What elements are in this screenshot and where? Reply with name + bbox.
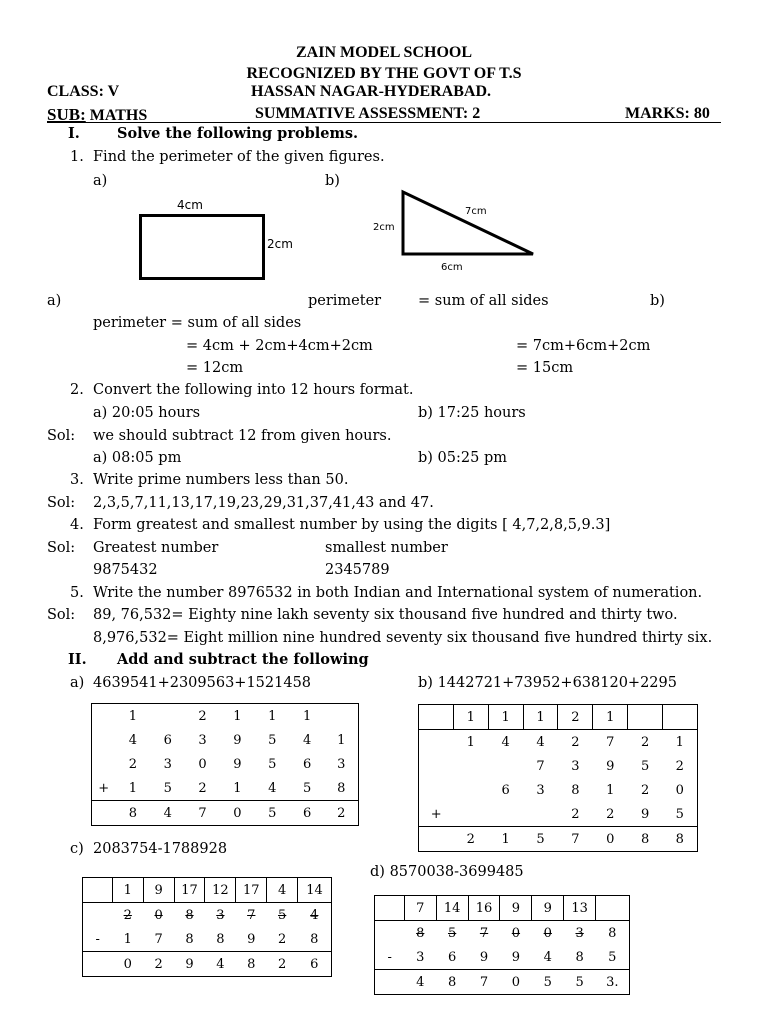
table-cell bbox=[419, 754, 454, 778]
q5-number: 5. bbox=[70, 585, 84, 601]
table-cell: 13 bbox=[564, 896, 596, 921]
add-b-expression: 1442721+73952+638120+2295 bbox=[437, 675, 677, 691]
q2-number: 2. bbox=[70, 382, 84, 398]
table-row bbox=[92, 752, 359, 776]
table-cell: 1 bbox=[128, 708, 137, 724]
table-cell: 7 bbox=[536, 758, 545, 774]
q4-smallest-value: 2345789 bbox=[325, 562, 390, 578]
rectangle-length-label: 4cm bbox=[177, 198, 203, 212]
table-cell: 5 bbox=[268, 732, 277, 748]
table-cell: 0 bbox=[112, 952, 143, 977]
triangle-height-label: 2cm bbox=[373, 222, 395, 233]
table-cell: 0 bbox=[500, 970, 532, 995]
table-cell bbox=[453, 778, 488, 802]
q2-answer-b: b) 05:25 pm bbox=[418, 450, 507, 466]
table-cell: 2 bbox=[606, 806, 615, 822]
table-cell: 1 bbox=[593, 705, 628, 730]
table-cell: 8 bbox=[436, 970, 468, 995]
q4-number: 4. bbox=[70, 517, 84, 533]
table-cell: 4 bbox=[205, 952, 236, 977]
table-cell: 2 bbox=[123, 907, 132, 923]
table-cell: 6 bbox=[501, 782, 510, 798]
table-cell: 9 bbox=[640, 806, 650, 822]
table-cell: 1 bbox=[488, 705, 523, 730]
table-cell: 1 bbox=[128, 780, 137, 796]
table-cell: 0 bbox=[154, 907, 163, 923]
table-row bbox=[419, 778, 698, 802]
table-cell: 1 bbox=[112, 878, 143, 903]
table-cell: 4 bbox=[150, 801, 185, 826]
table-cell: 14 bbox=[436, 896, 468, 921]
class-label: CLASS: V bbox=[47, 83, 120, 100]
table-cell: 3 bbox=[571, 758, 580, 774]
table-cell: 5 bbox=[564, 970, 596, 995]
table-cell: 2 bbox=[453, 827, 488, 852]
q1-number: 1. bbox=[70, 149, 84, 165]
table-cell: 4 bbox=[267, 878, 298, 903]
table-row bbox=[92, 728, 359, 752]
table-cell: 5 bbox=[532, 970, 564, 995]
table-cell: 8 bbox=[571, 782, 580, 798]
triangle-figure bbox=[396, 188, 541, 258]
table-cell bbox=[375, 970, 405, 995]
table-cell: 7 bbox=[606, 734, 615, 750]
table-cell: 2 bbox=[128, 756, 137, 772]
table-cell: 1 bbox=[675, 734, 684, 750]
table-cell: 6 bbox=[447, 949, 457, 965]
table-cell: 2 bbox=[278, 931, 287, 947]
table-cell bbox=[83, 878, 113, 903]
table-cell: 7 bbox=[404, 896, 436, 921]
table-cell: 2 bbox=[143, 952, 174, 977]
table-row bbox=[419, 754, 698, 778]
table-cell: 3 bbox=[416, 949, 425, 965]
q1-perimeter-word: perimeter bbox=[308, 293, 382, 309]
add-b-table bbox=[418, 704, 698, 852]
table-row bbox=[92, 801, 359, 826]
sub-d-expression: 8570038-3699485 bbox=[389, 864, 524, 880]
table-cell bbox=[488, 754, 523, 778]
table-cell: 0 bbox=[675, 782, 684, 798]
triangle-hypotenuse-label: 7cm bbox=[465, 206, 487, 217]
q2-sol-text: we should subtract 12 from given hours. bbox=[93, 428, 392, 444]
table-cell: 8 bbox=[310, 931, 319, 947]
table-cell: 9 bbox=[500, 896, 532, 921]
table-cell: 8 bbox=[575, 949, 584, 965]
triangle-base-label: 6cm bbox=[441, 262, 463, 273]
q1-a-result: = 12cm bbox=[186, 360, 244, 376]
table-cell: 0 bbox=[593, 827, 628, 852]
table-cell: 0 bbox=[543, 925, 552, 941]
school-address: HASSAN NAGAR-HYDERABAD. bbox=[251, 83, 492, 100]
table-cell: 3 bbox=[337, 756, 346, 772]
table-cell: 0 bbox=[198, 756, 207, 772]
table-cell: 1 bbox=[268, 708, 277, 724]
table-cell: 2 bbox=[675, 758, 684, 774]
q1-b-result: = 15cm bbox=[516, 360, 574, 376]
table-cell: 6 bbox=[163, 732, 172, 748]
add-b-heading bbox=[418, 676, 677, 691]
table-cell: 4 bbox=[310, 907, 319, 923]
table-cell: 0 bbox=[511, 925, 521, 941]
table-cell bbox=[92, 801, 116, 826]
table-cell: 4 bbox=[303, 732, 312, 748]
q5-international-system: 8,976,532= Eight million nine hundred seventy six thousand five hundred thirty six. bbox=[93, 630, 713, 646]
table-cell: 5 bbox=[523, 827, 558, 852]
table-cell: 6 bbox=[290, 801, 325, 826]
q2-answer-a: a) 08:05 pm bbox=[93, 450, 182, 466]
table-cell: 5 bbox=[640, 758, 650, 774]
q2-a: a) 20:05 hours bbox=[93, 405, 201, 421]
q2-b: b) 17:25 hours bbox=[418, 405, 526, 421]
table-row bbox=[419, 705, 698, 730]
q5-sol-label: Sol: bbox=[47, 607, 76, 623]
table-cell: 4 bbox=[501, 734, 510, 750]
q1-text: Find the perimeter of the given figures. bbox=[93, 149, 385, 165]
sub-d-heading bbox=[370, 865, 524, 880]
q1-answer-b-label: b) bbox=[650, 293, 665, 309]
table-cell bbox=[325, 704, 359, 729]
table-cell: + bbox=[430, 806, 442, 822]
sub-c-table bbox=[82, 877, 332, 977]
table-cell: 3 bbox=[198, 732, 207, 748]
table-cell: 5 bbox=[278, 907, 287, 923]
q5-indian-system: 89, 76,532= Eighty nine lakh seventy six thousand five hundred and thirty two. bbox=[93, 607, 678, 623]
table-cell: 5 bbox=[447, 925, 457, 941]
table-cell: 9 bbox=[233, 732, 242, 748]
table-cell: 8 bbox=[236, 952, 267, 977]
header-rule bbox=[47, 122, 721, 123]
table-cell: 9 bbox=[143, 878, 174, 903]
table-cell: - bbox=[95, 931, 100, 947]
table-cell: 8 bbox=[628, 827, 663, 852]
table-cell: 9 bbox=[532, 896, 564, 921]
table-cell: 9 bbox=[479, 949, 489, 965]
table-cell: 9 bbox=[174, 952, 205, 977]
table-row bbox=[375, 921, 630, 946]
q1-b-label: b) bbox=[325, 173, 340, 189]
section-1-number: I. bbox=[68, 125, 80, 142]
table-cell bbox=[150, 704, 185, 729]
table-cell: 1 bbox=[233, 708, 242, 724]
table-cell: 8 bbox=[185, 907, 194, 923]
table-cell: 5 bbox=[268, 756, 277, 772]
table-cell: 2 bbox=[640, 782, 650, 798]
table-row bbox=[419, 827, 698, 852]
q3-answer: 2,3,5,7,11,13,17,19,23,29,31,37,41,43 and 47. bbox=[93, 495, 434, 511]
table-row bbox=[83, 903, 332, 928]
table-cell bbox=[419, 730, 454, 755]
table-cell: 12 bbox=[205, 878, 236, 903]
table-cell bbox=[83, 903, 113, 928]
table-cell: 5 bbox=[608, 949, 617, 965]
table-row bbox=[375, 970, 630, 995]
table-cell: 5 bbox=[675, 806, 684, 822]
subject-label: SUB: bbox=[47, 105, 86, 124]
table-cell: 2 bbox=[198, 780, 207, 796]
sub-d-table bbox=[374, 895, 630, 995]
q1-a-step1: = 4cm + 2cm+4cm+2cm bbox=[186, 338, 373, 354]
table-cell: 17 bbox=[236, 878, 267, 903]
table-cell: 8 bbox=[663, 827, 698, 852]
table-cell: 3 bbox=[216, 907, 225, 923]
table-cell: 4 bbox=[543, 949, 552, 965]
q4-text: Form greatest and smallest number by using the digits [ 4,7,2,8,5,9.3] bbox=[93, 517, 611, 533]
table-cell: 4 bbox=[536, 734, 545, 750]
table-row bbox=[83, 878, 332, 903]
table-cell bbox=[453, 802, 488, 827]
table-cell: 5 bbox=[255, 801, 290, 826]
table-cell: 1 bbox=[606, 782, 615, 798]
table-cell: 2 bbox=[571, 806, 580, 822]
subject-value: MATHS bbox=[85, 107, 148, 124]
table-cell: 2 bbox=[198, 708, 207, 724]
table-cell: - bbox=[387, 949, 392, 965]
table-cell: 9 bbox=[606, 758, 615, 774]
table-cell: 7 bbox=[468, 970, 500, 995]
q4-greatest-value: 9875432 bbox=[93, 562, 158, 578]
table-row bbox=[375, 896, 630, 921]
table-cell: 0 bbox=[220, 801, 255, 826]
table-cell bbox=[419, 705, 454, 730]
table-cell: 8 bbox=[185, 931, 194, 947]
q5-text: Write the number 8976532 in both Indian and International system of numeration. bbox=[93, 585, 703, 601]
rectangle-figure bbox=[139, 214, 265, 280]
table-cell: 6 bbox=[303, 756, 312, 772]
table-cell: 2 bbox=[558, 705, 593, 730]
q2-sol-label: Sol: bbox=[47, 428, 76, 444]
table-cell bbox=[523, 802, 558, 827]
q1-answer-a-label: a) bbox=[47, 293, 62, 309]
table-cell: 4 bbox=[268, 780, 277, 796]
table-cell: 17 bbox=[174, 878, 205, 903]
section-2-number: II. bbox=[68, 651, 87, 668]
q4-smallest-label: smallest number bbox=[325, 540, 448, 556]
table-cell: 16 bbox=[468, 896, 500, 921]
table-cell: 3 bbox=[536, 782, 545, 798]
recognition-line: RECOGNIZED BY THE GOVT OF T.S bbox=[246, 65, 522, 82]
table-cell: 9 bbox=[511, 949, 521, 965]
q2-text: Convert the following into 12 hours format. bbox=[93, 382, 414, 398]
add-a-label: a) bbox=[70, 675, 85, 691]
table-cell bbox=[375, 896, 405, 921]
table-cell bbox=[596, 896, 630, 921]
table-row bbox=[375, 945, 630, 970]
table-cell: 5 bbox=[163, 780, 172, 796]
table-cell: 8 bbox=[608, 925, 617, 941]
q1-perimeter-line: perimeter = sum of all sides bbox=[93, 315, 302, 331]
table-cell: 1 bbox=[466, 734, 475, 750]
table-cell bbox=[419, 778, 454, 802]
table-cell: 2 bbox=[571, 734, 580, 750]
table-cell: 6 bbox=[298, 952, 332, 977]
table-cell bbox=[628, 705, 663, 730]
table-cell: 14 bbox=[298, 878, 332, 903]
add-a-table bbox=[91, 703, 359, 826]
table-cell bbox=[92, 704, 116, 729]
add-b-label: b) bbox=[418, 675, 433, 691]
sub-d-label: d) bbox=[370, 864, 385, 880]
table-cell: 8 bbox=[337, 780, 346, 796]
sub-c-expression: 2083754-1788928 bbox=[93, 841, 228, 857]
table-cell: 7 bbox=[247, 907, 256, 923]
table-cell: + bbox=[98, 780, 110, 796]
add-a-expression: 4639541+2309563+1521458 bbox=[93, 675, 312, 691]
table-cell bbox=[453, 754, 488, 778]
q3-number: 3. bbox=[70, 472, 84, 488]
q4-sol-label: Sol: bbox=[47, 540, 76, 556]
table-cell: 3. bbox=[596, 970, 630, 995]
sub-c-label: c) bbox=[70, 841, 84, 857]
table-cell: 1 bbox=[488, 827, 523, 852]
table-cell: 4 bbox=[128, 732, 137, 748]
table-cell bbox=[663, 705, 698, 730]
table-cell: 7 bbox=[479, 925, 489, 941]
table-cell: 4 bbox=[404, 970, 436, 995]
table-cell bbox=[419, 827, 454, 852]
q3-sol-label: Sol: bbox=[47, 495, 76, 511]
section-1-title: Solve the following problems. bbox=[117, 125, 359, 142]
table-cell bbox=[83, 952, 113, 977]
table-cell: 3 bbox=[163, 756, 172, 772]
table-cell: 7 bbox=[185, 801, 220, 826]
table-cell: 2 bbox=[325, 801, 359, 826]
table-row bbox=[83, 952, 332, 977]
table-cell: 2 bbox=[267, 952, 298, 977]
table-cell bbox=[488, 802, 523, 827]
q3-text: Write prime numbers less than 50. bbox=[93, 472, 349, 488]
table-row bbox=[92, 776, 359, 801]
section-2-title: Add and subtract the following bbox=[117, 651, 369, 668]
q4-greatest-label: Greatest number bbox=[93, 540, 219, 556]
table-row bbox=[419, 802, 698, 827]
table-cell: 9 bbox=[247, 931, 256, 947]
table-cell: 1 bbox=[303, 708, 312, 724]
assessment-title: SUMMATIVE ASSESSMENT: 2 bbox=[255, 105, 481, 122]
table-cell: 8 bbox=[416, 925, 425, 941]
table-cell: 8 bbox=[216, 931, 225, 947]
table-cell: 3 bbox=[575, 925, 584, 941]
table-cell: 8 bbox=[115, 801, 150, 826]
table-cell: 5 bbox=[303, 780, 312, 796]
marks-label: MARKS: 80 bbox=[625, 105, 710, 122]
table-cell bbox=[92, 728, 116, 752]
table-cell: 1 bbox=[233, 780, 242, 796]
rectangle-width-label: 2cm bbox=[267, 237, 293, 251]
table-cell: 7 bbox=[558, 827, 593, 852]
table-cell: 1 bbox=[523, 705, 558, 730]
table-cell bbox=[92, 752, 116, 776]
table-cell: 1 bbox=[453, 705, 488, 730]
table-cell: 1 bbox=[123, 931, 132, 947]
table-cell: 2 bbox=[640, 734, 650, 750]
q1-sum-of-sides: = sum of all sides bbox=[418, 293, 549, 309]
q1-b-step1: = 7cm+6cm+2cm bbox=[516, 338, 651, 354]
table-cell: 1 bbox=[337, 732, 346, 748]
school-name: ZAIN MODEL SCHOOL bbox=[295, 44, 473, 61]
q1-a-label: a) bbox=[93, 173, 108, 189]
table-row bbox=[419, 730, 698, 755]
table-row bbox=[92, 704, 359, 729]
table-row bbox=[83, 927, 332, 952]
table-cell: 7 bbox=[154, 931, 163, 947]
table-cell bbox=[375, 921, 405, 946]
table-cell: 9 bbox=[233, 756, 242, 772]
